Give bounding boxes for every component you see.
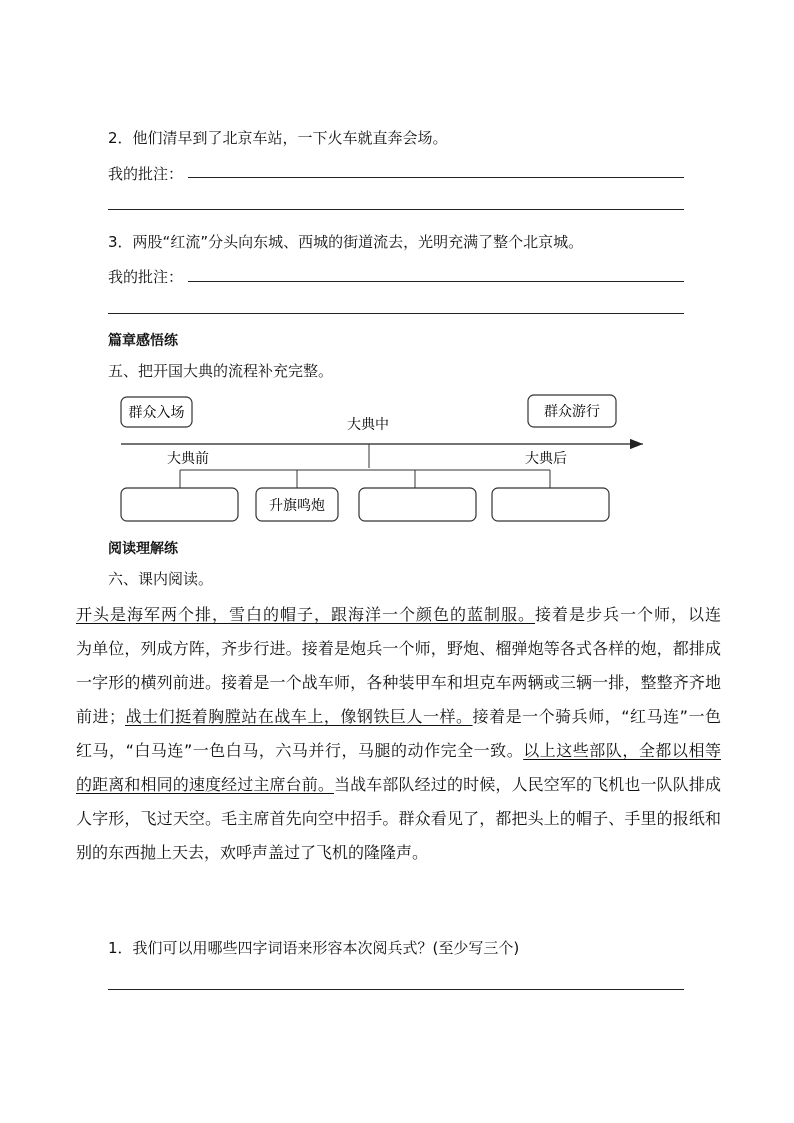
question-6: 六、课内阅读。	[108, 570, 214, 588]
flow-answer-box-4[interactable]	[492, 488, 609, 521]
underlined-sentence-3a: 以上这些部队，全都以相等	[523, 741, 721, 760]
annotation-label-2: 我的批注：	[108, 165, 184, 183]
flow-box-crowd-parade	[528, 395, 616, 427]
flowchart	[0, 0, 794, 540]
question-6-1: 1．我们可以用哪些四字词语来形容本次阅兵式？(至少写三个)	[108, 939, 520, 957]
reading-passage: 开头是海军两个排，雪白的帽子，跟海洋一个颜色的蓝制服。接着是步兵一个师，以连 为单位，列成方阵，齐步行进。接着是炮兵一个师，野炮、榴弹炮等各式各样的炮，都排成 一字形的横列前进。接着是一个战车师，各种装甲车和坦克车两辆或三辆一排，整整齐齐地 前进；战士们挺着胸膛站在战车上，像钢铁巨人一样。接着是一个骑兵师，“红马连”一色 红马，“白马连”一色白马，六马并行，马腿的动作完全一致。以上这些部队，全都以相等 的距离和相同的速度经过主席台前。当战车部队经过的时候，人民空军的飞机也一队队排成 人字形，飞过天空。毛主席首先向空中招手。群众看见了，都把头上的帽子、手里的报纸和 别的东西抛上天去，欢呼声盖过了飞机的隆隆声。	[76, 605, 721, 862]
svg-text:升旗鸣炮: 升旗鸣炮	[269, 498, 325, 514]
underlined-sentence-1: 开头是海军两个排，雪白的帽子，跟海洋一个颜色的蓝制服。	[76, 605, 535, 624]
flow-box-flag-raising	[256, 488, 338, 521]
underlined-sentence-2: 战士们挺着胸膛站在战车上，像钢铁巨人一样。	[125, 707, 473, 726]
answer-line-q1[interactable]	[108, 989, 684, 990]
label-before-ceremony: 大典前	[167, 451, 209, 467]
sentence-item-3: 3．两股“红流”分头向东城、西城的街道流去，光明充满了整个北京城。	[108, 233, 584, 251]
flow-answer-box-1[interactable]	[121, 488, 238, 521]
underlined-sentence-3b: 的距离和相同的速度经过主席台前。	[76, 775, 335, 794]
svg-text:群众游行: 群众游行	[544, 404, 600, 420]
flow-answer-box-3[interactable]	[359, 488, 476, 521]
sentence-item-2: 2．他们清早到了北京车站，一下火车就直奔会场。	[108, 129, 448, 147]
question-5: 五、把开国大典的流程补充完整。	[108, 362, 334, 380]
svg-text:群众入场: 群众入场	[128, 405, 185, 421]
label-after-ceremony: 大典后	[525, 451, 567, 467]
flow-box-crowd-enter	[121, 397, 192, 427]
annotation-label-3: 我的批注：	[108, 268, 184, 286]
section-title-reading: 阅读理解练	[108, 541, 178, 557]
section-title-chapter: 篇章感悟练	[108, 333, 178, 349]
label-during-ceremony: 大典中	[347, 417, 389, 433]
